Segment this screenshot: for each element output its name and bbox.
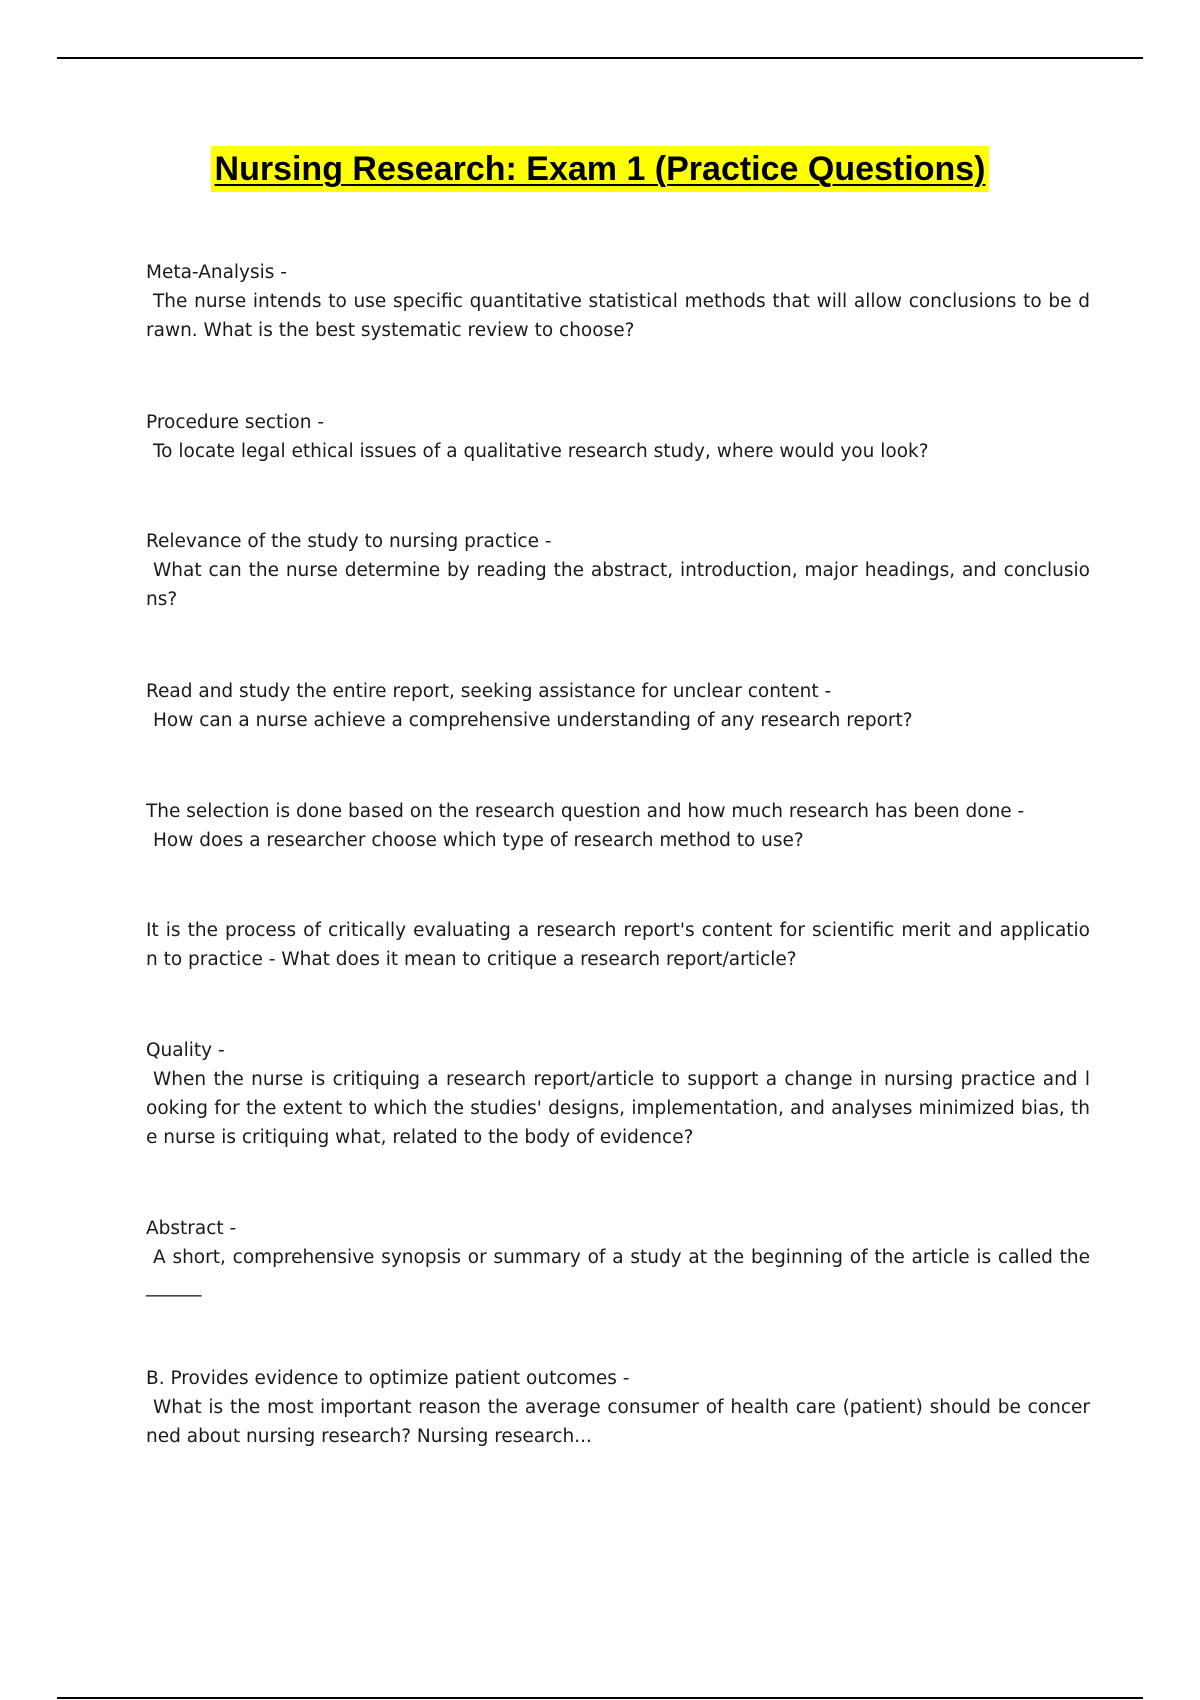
qa-question: What is the most important reason the average consumer of health care (patient) should be concer ned about nursing research? Nursing research... — [146, 1397, 1090, 1447]
qa-item — [146, 797, 1090, 855]
qa-item — [146, 527, 1090, 614]
qa-item — [146, 1214, 1090, 1301]
qa-item — [146, 677, 1090, 735]
qa-answer: Abstract - — [146, 1218, 237, 1239]
page-title: Nursing Research: Exam 1 (Practice Questions) — [211, 146, 990, 192]
qa-answer: Read and study the entire report, seeking assistance for unclear content - — [146, 681, 832, 702]
qa-item — [146, 1036, 1090, 1152]
qa-combined — [146, 916, 1090, 974]
qa-item — [146, 408, 1090, 466]
top-rule — [57, 57, 1143, 59]
qa-answer: Meta-Analysis - — [146, 262, 287, 283]
qa-question: To locate legal ethical issues of a qualitative research study, where would you look? — [153, 441, 929, 462]
qa-answer: It is the process of critically evaluating a research report's content for scientific merit and applicatio n to practice - — [146, 920, 1090, 970]
qa-item — [146, 258, 1090, 345]
qa-question: A short, comprehensive synopsis or summary of a study at the beginning of the article is called the ______ — [146, 1247, 1090, 1297]
title-container — [0, 146, 1200, 192]
qa-answer: Relevance of the study to nursing practice - — [146, 531, 552, 552]
qa-item — [146, 1364, 1090, 1451]
bottom-rule — [57, 1697, 1143, 1699]
qa-question: How does a researcher choose which type of research method to use? — [153, 830, 804, 851]
qa-question: What can the nurse determine by reading the abstract, introduction, major headings, and conclusio ns? — [146, 560, 1090, 610]
qa-answer: B. Provides evidence to optimize patient outcomes - — [146, 1368, 630, 1389]
qa-question: What does it mean to critique a research report/article? — [281, 949, 797, 970]
qa-item — [146, 916, 1090, 974]
qa-question: How can a nurse achieve a comprehensive understanding of any research report? — [153, 710, 913, 731]
qa-question: The nurse intends to use specific quantitative statistical methods that will allow conclusions to be d rawn. What is the best systematic review to choose? — [146, 291, 1090, 341]
qa-answer: The selection is done based on the research question and how much research has been done - — [146, 801, 1025, 822]
qa-question: When the nurse is critiquing a research report/article to support a change in nursing practice and l ooking for the extent to which the studies' designs, implementation, and analyses minimized bias, th e nurse is critiquing what, related to the body of evidence? — [146, 1069, 1090, 1148]
qa-answer: Procedure section - — [146, 412, 325, 433]
qa-answer: Quality - — [146, 1040, 225, 1061]
